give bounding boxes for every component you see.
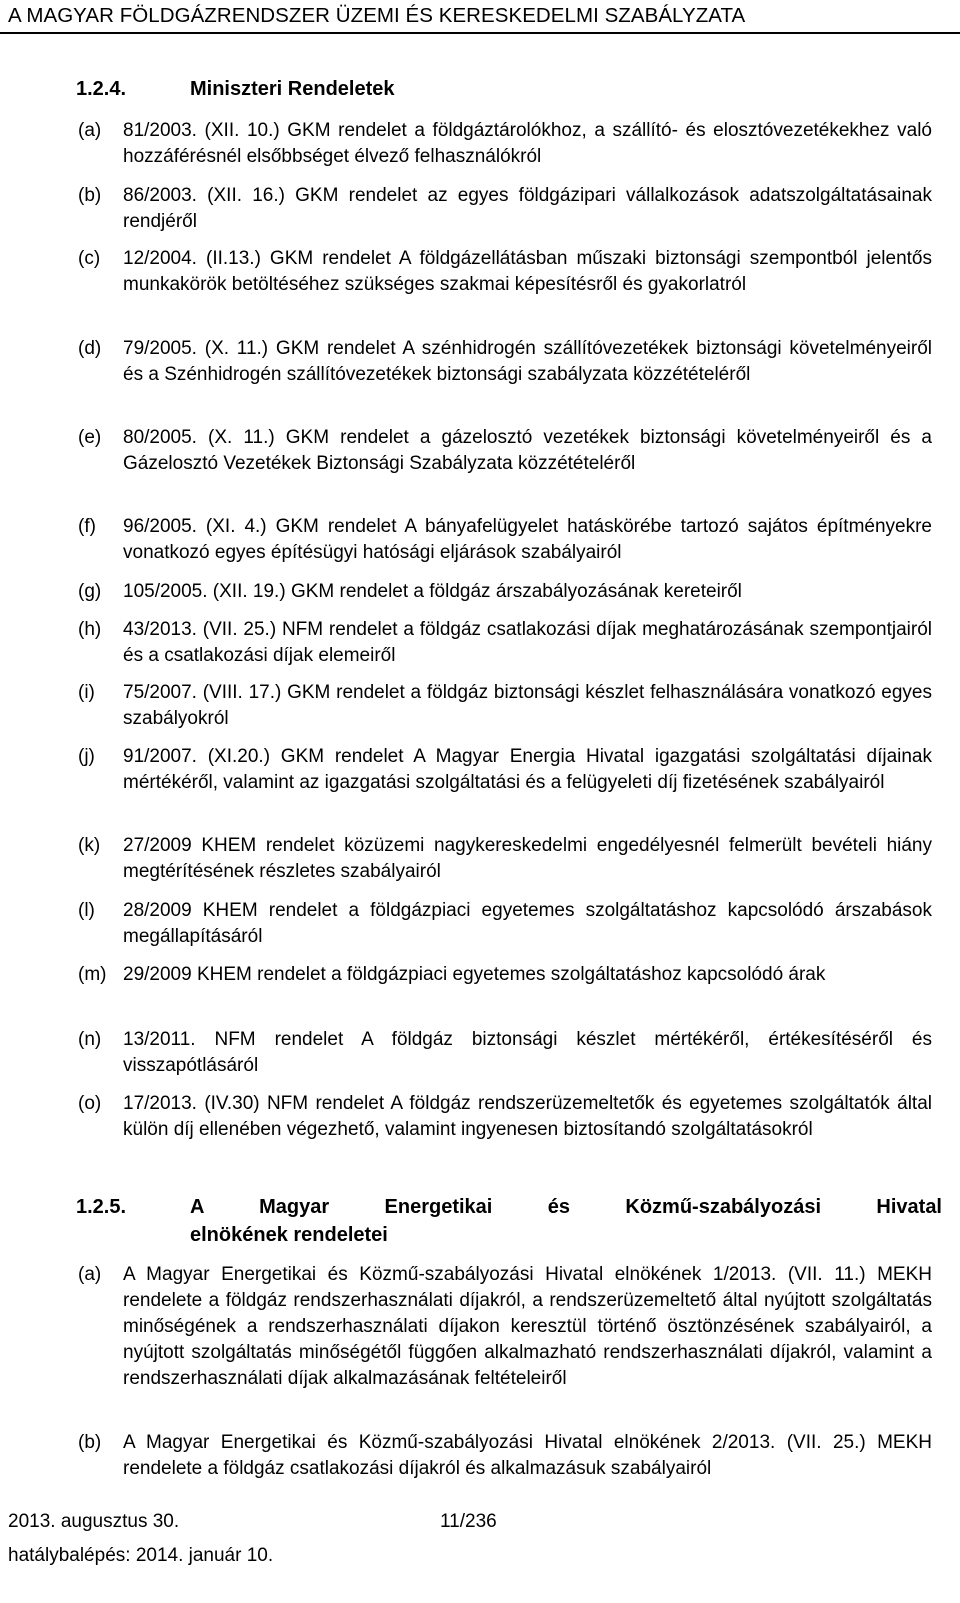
item-text: 17/2013. (IV.30) NFM rendelet A földgáz rendszerüzemeltetők és egyetemes szolgáltatók által külön díj ellenében végezhető, valamint ingyenesen biztosítandó szolgáltatásokról [123,1093,932,1140]
item-label: (b) [78,185,102,206]
item-text: 96/2005. (XI. 4.) GKM rendelet A bányafelügyelet hatáskörébe tartozó sajátos építményekre vonatkozó egyes építésügyi hatósági eljárások szabályairól [123,516,932,563]
section-title-line-1: A Magyar Energetikai és Közmű-szabályozási Hivatal [190,1196,942,1218]
footer-date: 2013. augusztus 30. [8,1511,180,1532]
item-label: (h) [78,619,102,640]
item-label: (c) [78,248,101,269]
section-number: 1.2.5. [76,1196,127,1218]
item-text: 29/2009 KHEM rendelet a földgázpiaci egyetemes szolgáltatáshoz kapcsolódó árak [123,964,826,985]
page-number: 11/236 [440,1511,497,1532]
item-text: 12/2004. (II.13.) GKM rendelet A földgázellátásban műszaki biztonsági szempontból jelentős munkakörök betöltéséhez szükséges szakmai képesítésről és gyakorlatról [123,248,932,295]
item-label: (o) [78,1093,102,1114]
item-label: (e) [78,427,102,448]
item-label: (a) [78,120,102,141]
item-label: (b) [78,1432,102,1453]
item-text: 27/2009 KHEM rendelet közüzemi nagykereskedelmi engedélyesnél felmerült bevételi hiány megtérítésének részletes szabályairól [123,835,932,882]
item-label: (g) [78,581,102,602]
item-text: A Magyar Energetikai és Közmű-szabályozási Hivatal elnökének 2/2013. (VII. 25.) MEKH rendelete a földgáz csatlakozási díjakról és alkalmazásuk szabályairól [123,1432,932,1479]
item-label: (m) [78,964,107,985]
item-label: (i) [78,682,95,703]
footer-effective-date: hatálybalépés: 2014. január 10. [8,1545,274,1566]
item-text: 86/2003. (XII. 16.) GKM rendelet az egyes földgázipari vállalkozások adatszolgáltatásainak rendjéről [123,185,932,232]
item-text: 13/2011. NFM rendelet A földgáz biztonsági készlet mértékéről, értékesítéséről és visszapótlásáról [123,1029,932,1076]
section-title: Miniszteri Rendeletek [190,78,395,100]
item-text: 28/2009 KHEM rendelet a földgázpiaci egyetemes szolgáltatáshoz kapcsolódó árszabások megállapításáról [123,900,932,947]
document-title: A MAGYAR FÖLDGÁZRENDSZER ÜZEMI ÉS KERESKEDELMI SZABÁLYZATA [8,4,746,27]
document-header [0,0,960,34]
item-text: 105/2005. (XII. 19.) GKM rendelet a földgáz árszabályozásának kereteiről [123,581,742,602]
item-text: 79/2005. (X. 11.) GKM rendelet A szénhidrogén szállítóvezetékek biztonsági követelményeiről és a Szénhidrogén szállítóvezetékek biztonsági szabályzata közzétételéről [123,338,932,385]
item-text: A Magyar Energetikai és Közmű-szabályozási Hivatal elnökének 1/2013. (VII. 11.) MEKH rendelete a földgáz rendszerhasználati díjakról, a rendszerüzemeltető által nyújtott szolgáltatás minőségének a rendszerhasználati díjakon keresztül történő ösztönzésének szabályairól, a nyújtott szolgáltatás minőségétől függően alkalmazható rendszerhasználati díjakról, valamint a rendszerhasználati díjak alkalmazásának feltételeiről [123,1264,932,1389]
item-text: 81/2003. (XII. 10.) GKM rendelet a földgáztárolókhoz, a szállító- és elosztóvezetékekhez való hozzáférésnél elsőbbséget élvező felhasználókról [123,120,932,167]
item-text: 80/2005. (X. 11.) GKM rendelet a gázelosztó vezetékek biztonsági követelményeiről és a Gázelosztó Vezetékek Biztonsági Szabályzata közzétételéről [123,427,932,474]
item-label: (d) [78,338,102,359]
item-label: (l) [78,900,95,921]
item-text: 91/2007. (XI.20.) GKM rendelet A Magyar Energia Hivatal igazgatási szolgáltatási díjainak mértékéről, valamint az igazgatási szolgáltatási és a felügyeleti díj fizetésének szabályairól [123,746,932,793]
item-text: 75/2007. (VIII. 17.) GKM rendelet a földgáz biztonsági készlet felhasználására vonatkozó egyes szabályokról [123,682,932,729]
item-label: (a) [78,1264,102,1285]
item-text: 43/2013. (VII. 25.) NFM rendelet a földgáz csatlakozási díjak meghatározásának szempontjairól és a csatlakozási díjak elemeiről [123,619,932,666]
section-title-line-2: elnökének rendeletei [190,1224,388,1246]
item-label: (n) [78,1029,102,1050]
item-label: (k) [78,835,101,856]
section-number: 1.2.4. [76,78,127,100]
item-label: (f) [78,516,96,537]
item-label: (j) [78,746,95,767]
